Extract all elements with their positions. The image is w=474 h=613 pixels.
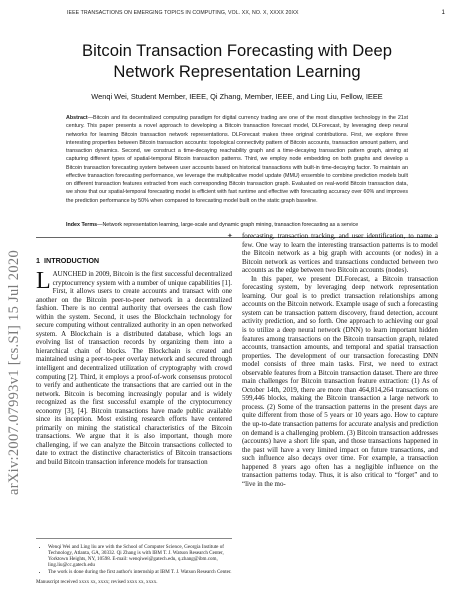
- running-head: IEEE TRANSACTIONS ON EMERGING TOPICS IN COMPUTING, VOL. XX, NO. X, XXXX 20XX: [67, 10, 299, 16]
- lead-word: AUNCHED: [52, 270, 87, 278]
- index-terms: [66, 221, 408, 229]
- footnote-affiliation: • Wenqi Wei and Ling liu are with the School of Computer Science, Georgia Institute of Technology, Atlanta, GA, 30332. Qi Zhang is with IBM T. J. Watson Research Center, Yorktown Heights, NY, 10598. E-mail: wenqiwei@gatech.edu, q.zhang@ibm.com, ling.liu@cc.gatech.edu: [48, 544, 232, 569]
- abstract-text: —Bitcoin and its decentralized computing paradigm for digital currency trading are one of the most disruptive technology in the 21st century. This paper presents a novel approach to developing a Bitcoin transaction forecast model, DLForecast, by leveraging deep neural networks for learning Bitcoin transaction network representations. DLForecast makes three original contributions. First, we explore three interesting properties between Bitcoin transaction accounts: topological connectivity pattern of Bitcoin accounts, transaction amount pattern, and transaction dynamics. Second, we construct a time-decaying reachability graph and a time-decaying transaction pattern graph, aiming at capturing different types of spatial-temporal Bitcoin transaction patterns. Third, we employ node embedding on both graphs and develop a Bitcoin transaction forecasting system between user accounts based on historical transactions with built-in time-decaying factor. To maintain an effective transaction forecasting performance, we leverage the multiplicative model update (MMU) ensemble to combine prediction models built on different transaction features extracted from each corresponding Bitcoin transaction graph. Evaluated on real-world Bitcoin transaction data, we show that our spatial-temporal forecasting model is efficient with fast runtime and effective with forecasting accuracy over 60% and improves the prediction performance by 50% when compared to forecasting model built on the static graph baseline.: [66, 115, 408, 204]
- footnotes: [36, 544, 232, 585]
- arxiv-stamp: arXiv:2007.07993v1 [cs.SI] 15 Jul 2020: [6, 250, 22, 495]
- index-terms-text: —Network representation learning, large-scale and dynamic graph mining, transaction forecasting as a service: [97, 222, 359, 228]
- footnote-internship: • The work is done during the first author's internship at IBM T. J. Watson Research Center.: [48, 569, 232, 575]
- page-number: 1: [441, 9, 445, 16]
- right-paragraph-1: forecasting, transaction tracking, and user identification, to name a few. One way to learn the interesting transaction patterns is to model the Bitcoin network as a big graph with accounts (or nodes) in a Bitcoin network as vertices and transactions conducted between two accounts as the edge between two Bitcoin accounts (nodes).: [242, 232, 438, 275]
- author-list: Wenqi Wei, Student Member, IEEE, Qi Zhang, Member, IEEE, and Ling Liu, Fellow, IEEE: [91, 92, 383, 101]
- abstract: [66, 114, 408, 205]
- abstract-label: Abstract: [66, 115, 88, 121]
- section-number: 1: [36, 256, 40, 265]
- divider-ornament-icon: ✦: [227, 232, 233, 240]
- manuscript-note: Manuscript received xxxx xx, xxxx; revised xxxx xx, xxxx.: [36, 578, 158, 585]
- intro-paragraph: in 2009, Bitcoin is the first successful decentralized cryptocurrency system with a number of unique capabilities [1]. First, it allows users to create accounts and transact with one another on the Bitcoin peer-to-peer network in a decentralized fashion. There is no central authority that oversees the cash flow within the system. Second, it uses the Blockchain technology for secure computing without centralized authority in an open networked system. A Blockchain is a distributed database, which logs an evolving list of transaction records by organizing them into a hierarchical chain of blocks. The Blockchain is created and maintained using a peer-to-peer overlay network and secured through intelligent and decentralized utilization of cryptography with crowd computing [2]. Third, it employs a proof-of-work consensus protocol to verify and authenticate the transactions that are carried out in the network. Bitcoin is becoming increasingly popular and is widely recognized as the first successful example of the cryptocurrency economy [3], [4]. Bitcoin transactions have made public available since its inception. Most existing research efforts have centered primarily on mining the statistical characteristics of the Bitcoin transactions. We argue that it is also important, though more challenging, if we can analyze the Bitcoin transactions collected to date to extract the distinctive characteristics of Bitcoin transactions and build Bitcoin transaction inference models for transaction: [36, 270, 232, 467]
- index-terms-label: Index Terms: [66, 222, 98, 228]
- drop-cap: L: [36, 268, 51, 294]
- right-paragraph-2: In this paper, we present DLForecast, a Bitcoin transaction forecasting system, by leveraging deep network representation learning. Our goal is to predict transaction relationships among accounts on the Bitcoin network. Example usage of such a forecasting system can be transaction pattern discovery, fraud detection, account activity prediction, and so forth. One approach to achieving our goal is to utilize a deep neural network (DNN) to learn important hidden features among transactions on the Bitcoin transaction graph, related accounts, transaction amounts, and temporal and spatial transaction properties. The development of our transaction forecasting DNN model consists of three main tasks. First, we need to extract observable features from a Bitcoin transaction dataset. There are three main challenges for Bitcoin transaction feature extraction: (1) As of October 14th, 2019, there are more than 464,814,264 transactions on 599,446 blocks, making the Bitcoin transaction a large network to process. (2) Some of the transaction patterns in the present days are quite different from those of 5 years or 10 years ago. How to capture the up-to-date transaction patterns for accurate analysis and prediction on demand is a challenging problem. (3) Bitcoin transaction addresses (accounts) have a short life span, and those transactions happened in the past will have a very limited impact on future transactions, and such influence also decays over time. For example, a transaction happened 8 years ago often has a negligible influence on the transaction patterns today. Thus, it is also critical to “forget” and to “live in the mo-: [242, 274, 438, 488]
- footnote-rule: [36, 538, 232, 539]
- section-title: INTRODUCTION: [44, 256, 100, 265]
- left-column-text: [36, 270, 232, 467]
- paper-title: Bitcoin Transaction Forecasting with Deep Network Representation Learning: [82, 41, 392, 81]
- right-column-text: [242, 232, 438, 488]
- section-heading: [36, 256, 99, 265]
